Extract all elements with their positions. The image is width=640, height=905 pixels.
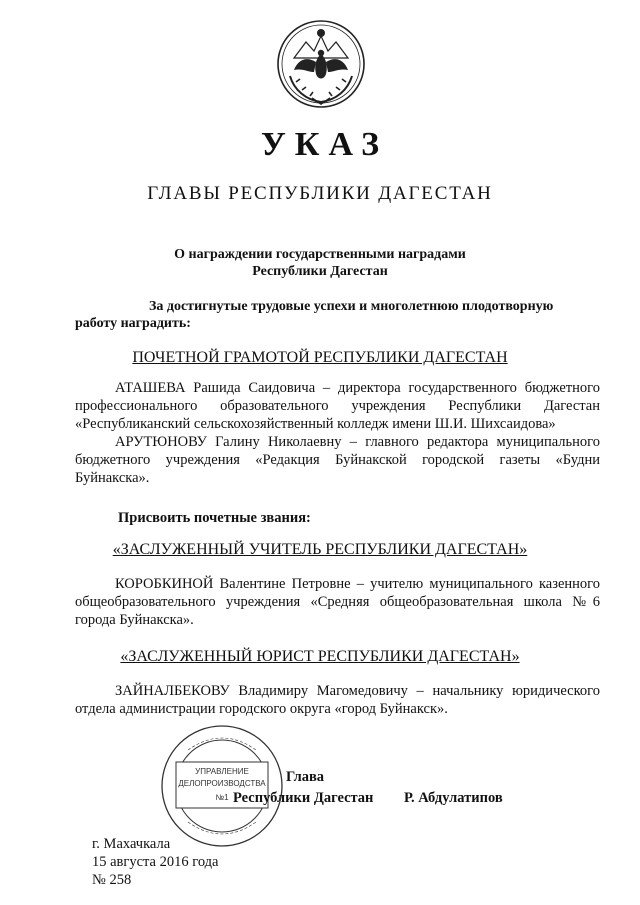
award-paragraph-atashev: АТАШЕВА Рашида Саидовича – директора государственного бюджетного профессионального образовательного учреждения Республики Дагестан «Республиканский сельскохозяйственный колледж имени Ш.И. Шихсаидова» xyxy=(75,380,600,432)
footer-date: 15 августа 2016 года xyxy=(92,854,219,870)
official-stamp xyxy=(160,724,284,848)
stamp-line-1: УПРАВЛЕНИЕ xyxy=(195,767,249,776)
stamp-line-3: №1 xyxy=(215,793,229,802)
award-paragraph-arutyunova: АРУТЮНОВУ Галину Николаевну – главного редактора муниципального бюджетного учреждения «Редакция Буйнакской городской газеты «Будни Буйнакска». xyxy=(75,434,600,486)
lawyer-paragraph: ЗАЙНАЛБЕКОВУ Владимиру Магомедовичу – начальнику юридического отдела администрации городского округа «город Буйнакск». xyxy=(75,683,600,717)
signatory-name: Р. Абдулатипов xyxy=(404,790,503,806)
stamp-line-2: ДЕЛОПРОИЗВОДСТВА xyxy=(178,779,266,788)
document-subtitle: ГЛАВЫ РЕСПУБЛИКИ ДАГЕСТАН xyxy=(147,183,493,204)
coat-of-arms-emblem xyxy=(276,18,366,110)
footer-number: № 258 xyxy=(92,872,132,888)
signature-title-line-2: Республики Дагестан xyxy=(233,790,374,806)
subject-line-1: О награждении государственными наградами xyxy=(174,247,466,262)
subject-line-2: Республики Дагестан xyxy=(252,264,388,279)
intro-paragraph xyxy=(75,298,600,332)
assign-label: Присвоить почетные звания: xyxy=(118,510,311,526)
teacher-paragraph: КОРОБКИНОЙ Валентине Петровне – учителю муниципального казенного общеобразовательного учреждения «Средняя общеобразовательная школа №6 города Буйнакска». xyxy=(75,576,600,628)
intro-line-1: За достигнутые трудовые успехи и многолетнюю плодотворную xyxy=(149,299,554,314)
lawyer-title-heading: «ЗАСЛУЖЕННЫЙ ЮРИСТ РЕСПУБЛИКИ ДАГЕСТАН» xyxy=(120,648,520,665)
document-title: УКАЗ xyxy=(260,126,389,163)
intro-line-2: работу наградить: xyxy=(75,316,191,331)
award-heading: ПОЧЕТНОЙ ГРАМОТОЙ РЕСПУБЛИКИ ДАГЕСТАН xyxy=(132,349,508,366)
footer-city: г. Махачкала xyxy=(92,836,171,852)
signature-title-line-1: Глава xyxy=(286,769,325,785)
document-subject xyxy=(0,246,640,280)
teacher-title-heading: «ЗАСЛУЖЕННЫЙ УЧИТЕЛЬ РЕСПУБЛИКИ ДАГЕСТАН» xyxy=(112,541,528,558)
